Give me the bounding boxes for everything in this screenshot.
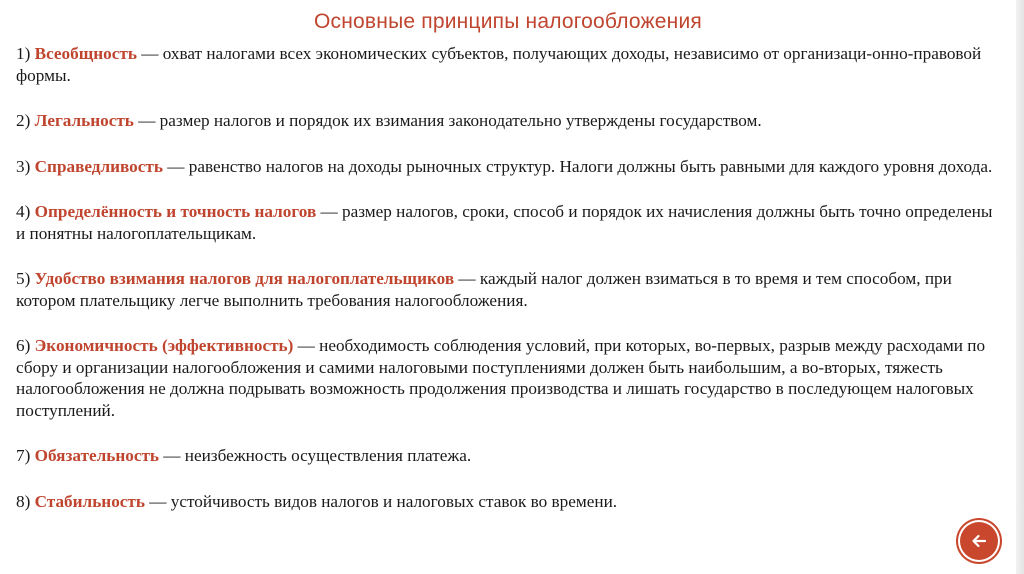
- principle-2: [16, 110, 996, 132]
- principle-definition: — размер налогов, сроки, способ и порядок их начисления должны быть точно определены и понятны налогоплательщикам.: [16, 202, 993, 243]
- arrow-left-icon: [969, 531, 989, 551]
- principle-term: Стабильность: [34, 491, 145, 511]
- principle-7: [16, 445, 996, 467]
- slide-edge: [1016, 0, 1024, 574]
- principle-number: 7): [16, 446, 35, 465]
- principle-term: Удобство взимания налогов для налогоплательщиков: [34, 269, 455, 288]
- principles-list: [16, 43, 996, 512]
- principle-term: Справедливость: [34, 156, 163, 176]
- principle-term: Легальность: [34, 111, 134, 130]
- principle-number: 4): [16, 202, 35, 221]
- principle-definition: — каждый налог должен взиматься в то время и тем способом, при котором плательщику легче выполнить требования налогообложения.: [16, 269, 952, 310]
- principle-8: [16, 491, 996, 513]
- principle-3: [16, 156, 996, 178]
- principle-4: [16, 201, 996, 244]
- principle-term: Экономичность (эффективность): [34, 336, 294, 355]
- principle-definition: — необходимость соблюдения условий, при которых, во-первых, разрыв между расходами по сбору и организации налогообложения и самими налоговыми поступлениями должен быть наибольшим, а во-вторых, тяжесть налогообложения не должна подрывать возможность продолжения производства и лишать государство в последующем налоговых поступлений.: [16, 336, 986, 420]
- principle-definition: — равенство налогов на доходы рыночных структур. Налоги должны быть равными для каждого уровня дохода.: [162, 156, 993, 176]
- principle-number: 1): [16, 44, 35, 63]
- principle-6: [16, 335, 996, 421]
- principle-number: 6): [16, 336, 35, 355]
- principle-number: 3): [16, 156, 35, 176]
- principle-5: [16, 268, 996, 311]
- principle-number: 2): [16, 111, 35, 130]
- principle-1: [16, 43, 996, 86]
- slide-title: Основные принципы налогообложения: [314, 10, 702, 33]
- principle-definition: — размер налогов и порядок их взимания законодательно утверждены государством.: [133, 111, 762, 130]
- previous-slide-button[interactable]: [960, 522, 998, 560]
- principle-term: Обязательность: [34, 446, 159, 465]
- principle-definition: — неизбежность осуществления платежа.: [158, 446, 472, 465]
- principle-number: 8): [16, 491, 35, 511]
- principle-number: 5): [16, 269, 35, 288]
- principle-term: Определённость и точность налогов: [34, 202, 317, 221]
- principle-term: Всеобщность: [34, 44, 137, 63]
- principle-definition: — устойчивость видов налогов и налоговых ставок во времени.: [144, 491, 618, 511]
- principle-definition: — охват налогами всех экономических субъектов, получающих доходы, независимо от организаци-онно-правовой формы.: [16, 44, 982, 85]
